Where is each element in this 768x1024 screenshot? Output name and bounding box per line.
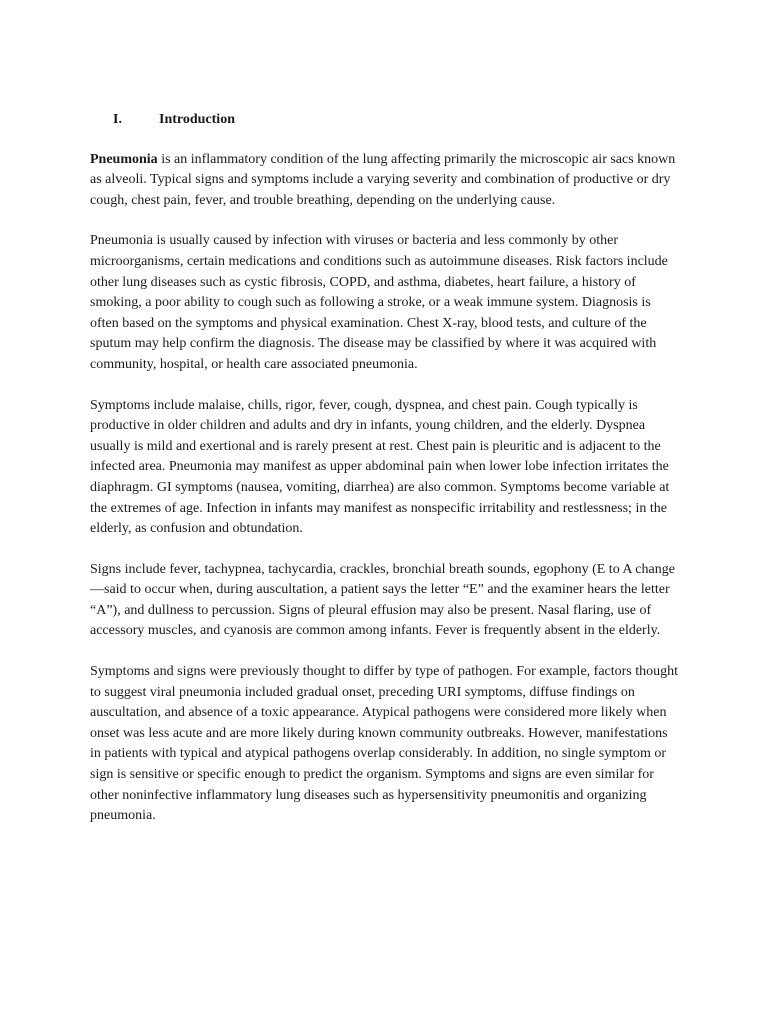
paragraph-definition-text: is an inflammatory condition of the lung affecting primarily the microscopic air sacs known as alveoli. Typical signs and symptoms include a varying severity and combination of productive or dry cough, chest pain, fever, and trouble breathing, depending on the underlying cause. [90, 151, 676, 208]
paragraph-signs: Signs include fever, tachypnea, tachycardia, crackles, bronchial breath sounds, egophony (E to A change—said to occur when, during auscultation, a patient says the letter “E” and the examiner hears the letter “A”), and dullness to percussion. Signs of pleural effusion may also be present. Nasal flaring, use of accessory muscles, and cyanosis are common among infants. Fever is frequently absent in the elderly. [90, 561, 675, 639]
paragraph-causes: Pneumonia is usually caused by infection with viruses or bacteria and less commonly by other microorganisms, certain medications and conditions such as autoimmune diseases. Risk factors include other lung diseases such as cystic fibrosis, COPD, and asthma, diabetes, heart failure, a history of smoking, a poor ability to cough such as following a stroke, or a weak immune system. Diagnosis is often based on the symptoms and physical examination. Chest X-ray, blood tests, and culture of the sputum may help confirm the diagnosis. The disease may be classified by where it was acquired with community, hospital, or health care associated pneumonia. [90, 233, 668, 372]
section-number: I. [113, 112, 122, 127]
section-title: Introduction [159, 112, 235, 127]
paragraph-symptoms: Symptoms include malaise, chills, rigor, fever, cough, dyspnea, and chest pain. Cough typically is productive in older children and adults and dry in infants, young children, and the elderly. Dyspnea usually is mild and exertional and is rarely present at rest. Chest pain is pleuritic and is adjacent to the infected area. Pneumonia may manifest as upper abdominal pain when lower lobe infection irritates the diaphragm. GI symptoms (nausea, vomiting, diarrhea) are also common. Symptoms become variable at the extremes of age. Infection in infants may manifest as nonspecific irritability and restlessness; in the elderly, as confusion and obtundation. [90, 397, 670, 537]
term-pneumonia: Pneumonia [90, 151, 158, 167]
section-heading [113, 110, 680, 131]
paragraph-pathogens: Symptoms and signs were previously thought to differ by type of pathogen. For example, factors thought to suggest viral pneumonia included gradual onset, preceding URI symptoms, diffuse findings on auscultation, and absence of a toxic appearance. Atypical pathogens were considered more likely when onset was less acute and are more likely during known community outbreaks. However, manifestations in patients with typical and atypical pathogens overlap considerably. In addition, no single symptom or sign is sensitive or specific enough to predict the organism. Symptoms and signs are even similar for other noninfective inflammatory lung diseases such as hypersensitivity pneumonitis and organizing pneumonia. [90, 664, 679, 824]
paragraph-definition [90, 150, 680, 212]
document-page [90, 110, 680, 847]
